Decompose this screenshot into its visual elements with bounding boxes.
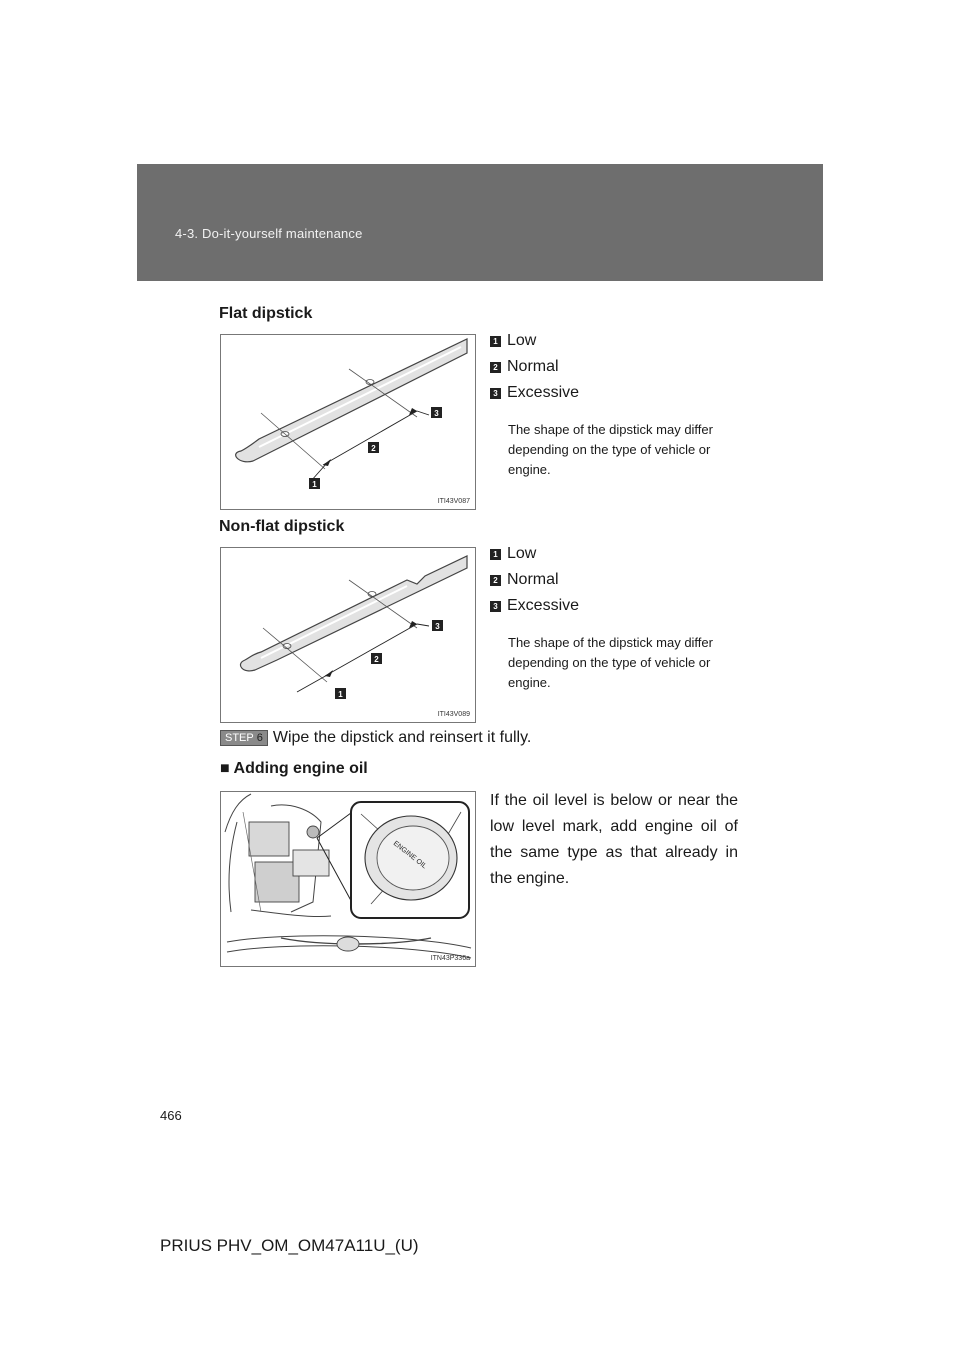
section-title: 4-3. Do-it-yourself maintenance xyxy=(175,226,363,241)
section-header xyxy=(137,164,823,281)
flat-dipstick-figure xyxy=(220,334,476,510)
adding-oil-paragraph: If the oil level is below or near the low level mark, add engine oil of the same type as that already in the engine. xyxy=(490,792,738,887)
legend-item-excessive xyxy=(490,384,740,410)
number-badge: 1 xyxy=(490,549,501,560)
oil-cap-label: ENGINE OIL xyxy=(391,840,428,871)
adding-oil-heading: ■ Adding engine oil xyxy=(220,760,368,777)
step-text: Wipe the dipstick and reinsert it fully. xyxy=(272,729,532,746)
number-badge: 1 xyxy=(490,336,501,347)
legend-item-low xyxy=(490,332,740,358)
flat-figure-code: ITI43V087 xyxy=(437,498,470,505)
legend-item-normal xyxy=(490,571,740,597)
legend-label: Normal xyxy=(507,358,559,375)
legend-item-excessive xyxy=(490,597,740,623)
nonflat-callout-1: 1 xyxy=(338,690,343,699)
flat-callout-3: 3 xyxy=(434,409,439,418)
legend-label: Low xyxy=(507,545,537,562)
step-6-row xyxy=(220,729,531,747)
nonflat-callout-3: 3 xyxy=(435,622,440,631)
flat-callout-1: 1 xyxy=(312,480,317,489)
flat-dipstick-legend xyxy=(490,332,740,480)
flat-dipstick-illustration xyxy=(221,335,475,509)
legend-item-normal xyxy=(490,358,740,384)
flat-callout-2: 2 xyxy=(371,444,376,453)
number-badge: 3 xyxy=(490,601,501,612)
page-number: 466 xyxy=(160,1108,182,1123)
nonflat-dipstick-heading: Non-flat dipstick xyxy=(219,518,345,535)
number-badge: 3 xyxy=(490,388,501,399)
legend-label: Normal xyxy=(507,571,559,588)
engine-bay-illustration xyxy=(221,792,475,966)
step-badge xyxy=(220,730,268,746)
nonflat-dipstick-note: The shape of the dipstick may differ depending on the type of vehicle or engine. xyxy=(508,635,713,690)
nonflat-figure-code: ITI43V089 xyxy=(437,711,470,718)
legend-label: Excessive xyxy=(507,597,580,614)
step-number: 6 xyxy=(256,731,263,744)
legend-label: Low xyxy=(507,332,537,349)
number-badge: 2 xyxy=(490,362,501,373)
nonflat-dipstick-illustration xyxy=(221,548,475,722)
document-code: PRIUS PHV_OM_OM47A11U_(U) xyxy=(160,1236,419,1255)
flat-dipstick-note: The shape of the dipstick may differ depending on the type of vehicle or engine. xyxy=(508,422,713,477)
legend-label: Excessive xyxy=(507,384,580,401)
engine-oil-figure-code: ITN43P336a xyxy=(430,955,470,962)
number-badge: 2 xyxy=(490,575,501,586)
engine-oil-figure xyxy=(220,791,476,967)
nonflat-dipstick-figure xyxy=(220,547,476,723)
nonflat-dipstick-legend xyxy=(490,545,740,693)
flat-dipstick-heading: Flat dipstick xyxy=(219,305,313,322)
legend-item-low xyxy=(490,545,740,571)
step-badge-label: STEP xyxy=(225,731,254,744)
nonflat-callout-2: 2 xyxy=(374,655,379,664)
